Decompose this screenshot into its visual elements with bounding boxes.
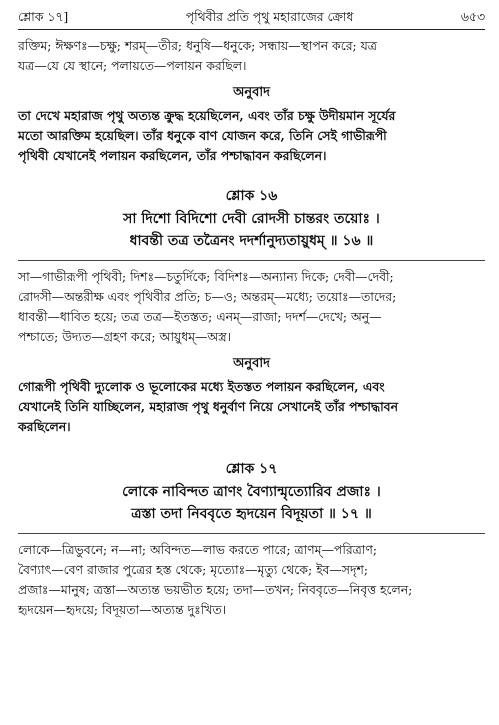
text-line: মতো আরক্তিম হয়েছিল। তাঁর ধনুকে বাণ যোজন করে, তিনি সেই গাভীরূপী bbox=[18, 128, 387, 143]
text-line: লোকে—ত্রিভুবনে; ন—না; অবিন্দত—লাভ করতে পারে; ত্রাণম্—পরিত্রাণ; bbox=[18, 542, 378, 557]
verse-title: শ্লোক ১৬ bbox=[225, 188, 278, 204]
text-line: গোরূপী পৃথিবী দ্যুলোক ও ভূলোকের মধ্যে ইতস্তত পলায়ন করছিলেন, এবং bbox=[18, 379, 385, 394]
header-verse-ref: শ্লোক ১৭] bbox=[18, 9, 69, 24]
translation-heading: অনুবাদ bbox=[233, 85, 270, 100]
translation-paragraph bbox=[18, 377, 485, 437]
text-line: প্রজাঃ—মানুষ; ত্রস্তা—অত্যন্ত ভয়ভীত হয়ে; তদা—তখন; নিববৃতে—নিবৃত্ত হলেন; bbox=[18, 582, 413, 597]
header-page-number: ৬৫৩ bbox=[460, 9, 485, 24]
verse-title: শ্লোক ১৭ bbox=[225, 461, 278, 477]
synonyms-paragraph bbox=[18, 540, 485, 620]
translation-heading: অনুবাদ bbox=[233, 356, 270, 371]
text-line: হৃদয়েন—হৃদয়ে; বিদূয়তা—অত্যন্ত দুঃখিত। bbox=[18, 602, 227, 617]
top-synonyms bbox=[18, 36, 485, 76]
text-line: যেখানেই তিনি যাচ্ছিলেন, মহারাজ পৃথু ধনুর্বাণ নিয়ে সেখানেই তাঁর পশ্চাদ্ধাবন bbox=[18, 399, 398, 414]
text-line: সা—গাভীরূপী পৃথিবী; দিশঃ—চতুর্দিকে; বিদিশঃ—অন্যান্য দিকে; দেবী—দেবী; bbox=[18, 269, 394, 284]
synonyms-paragraph bbox=[18, 267, 485, 347]
text-line: রোদসী—অন্তরীক্ষ এবং পৃথিবীর প্রতি; চ—ও; অন্তরম্—মধ্যে; তয়োঃ—তাদের; bbox=[18, 289, 397, 304]
text-line: তা দেখে মহারাজ পৃথু অত্যন্ত ক্রুদ্ধ হয়েছিলেন, এবং তাঁর চক্ষু উদীয়মান সূর্যের bbox=[18, 108, 396, 123]
header-chapter-title: পৃথিবীর প্রতি পৃথু মহারাজের ক্রোধ bbox=[185, 9, 354, 24]
text-line: রক্তিম; ঈক্ষণঃ—চক্ষু; শরম্—তীর; ধনুষি—ধনুকে; সন্ধায়—স্থাপন করে; যত্র bbox=[18, 38, 377, 53]
text-line: ধাবন্তী—ধাবিত হয়ে; তত্র তত্র—ইতস্তত; এনম্—রাজা; দদর্শ—দেখে; অনু— bbox=[18, 309, 382, 324]
text-line: বৈণ্যাৎ—বেণ রাজার পুত্রের হস্ত থেকে; মৃত্যোঃ—মৃত্যু থেকে; ইব—সদৃশ; bbox=[18, 562, 369, 577]
divider bbox=[18, 533, 485, 534]
divider bbox=[18, 260, 485, 261]
page-header bbox=[18, 8, 485, 30]
verse-line: ত্রস্তা তদা নিববৃতে হৃদয়েন বিদূয়তা ॥ ১৭ ॥ bbox=[131, 506, 372, 522]
text-line: যত্র—যে যে স্থানে; পলায়তে—পলায়ন করছিল। bbox=[18, 58, 247, 73]
text-line: করছিলেন। bbox=[18, 419, 71, 434]
verse-line: লোকে নাবিন্দত ত্রাণং বৈণ্যান্মৃত্যোরিব প্রজাঃ । bbox=[122, 484, 381, 500]
text-line: পশ্চাতে; উদ্যত—গ্রহণ করে; আয়ুধম্—অস্ত্র। bbox=[18, 329, 232, 344]
verse-line: সা দিশো বিদিশো দেবী রোদসী চান্তরং তয়োঃ । bbox=[123, 211, 380, 227]
text-line: পৃথিবী যেখানেই পলায়ন করছিলেন, তাঁর পশ্চাদ্ধাবন করছিলেন। bbox=[18, 148, 327, 163]
translation-paragraph bbox=[18, 106, 485, 166]
verse-line: ধাবন্তী তত্র তত্রৈনং দদর্শানুদ্যতায়ুধম্ ॥ ১৬ ॥ bbox=[129, 233, 374, 249]
